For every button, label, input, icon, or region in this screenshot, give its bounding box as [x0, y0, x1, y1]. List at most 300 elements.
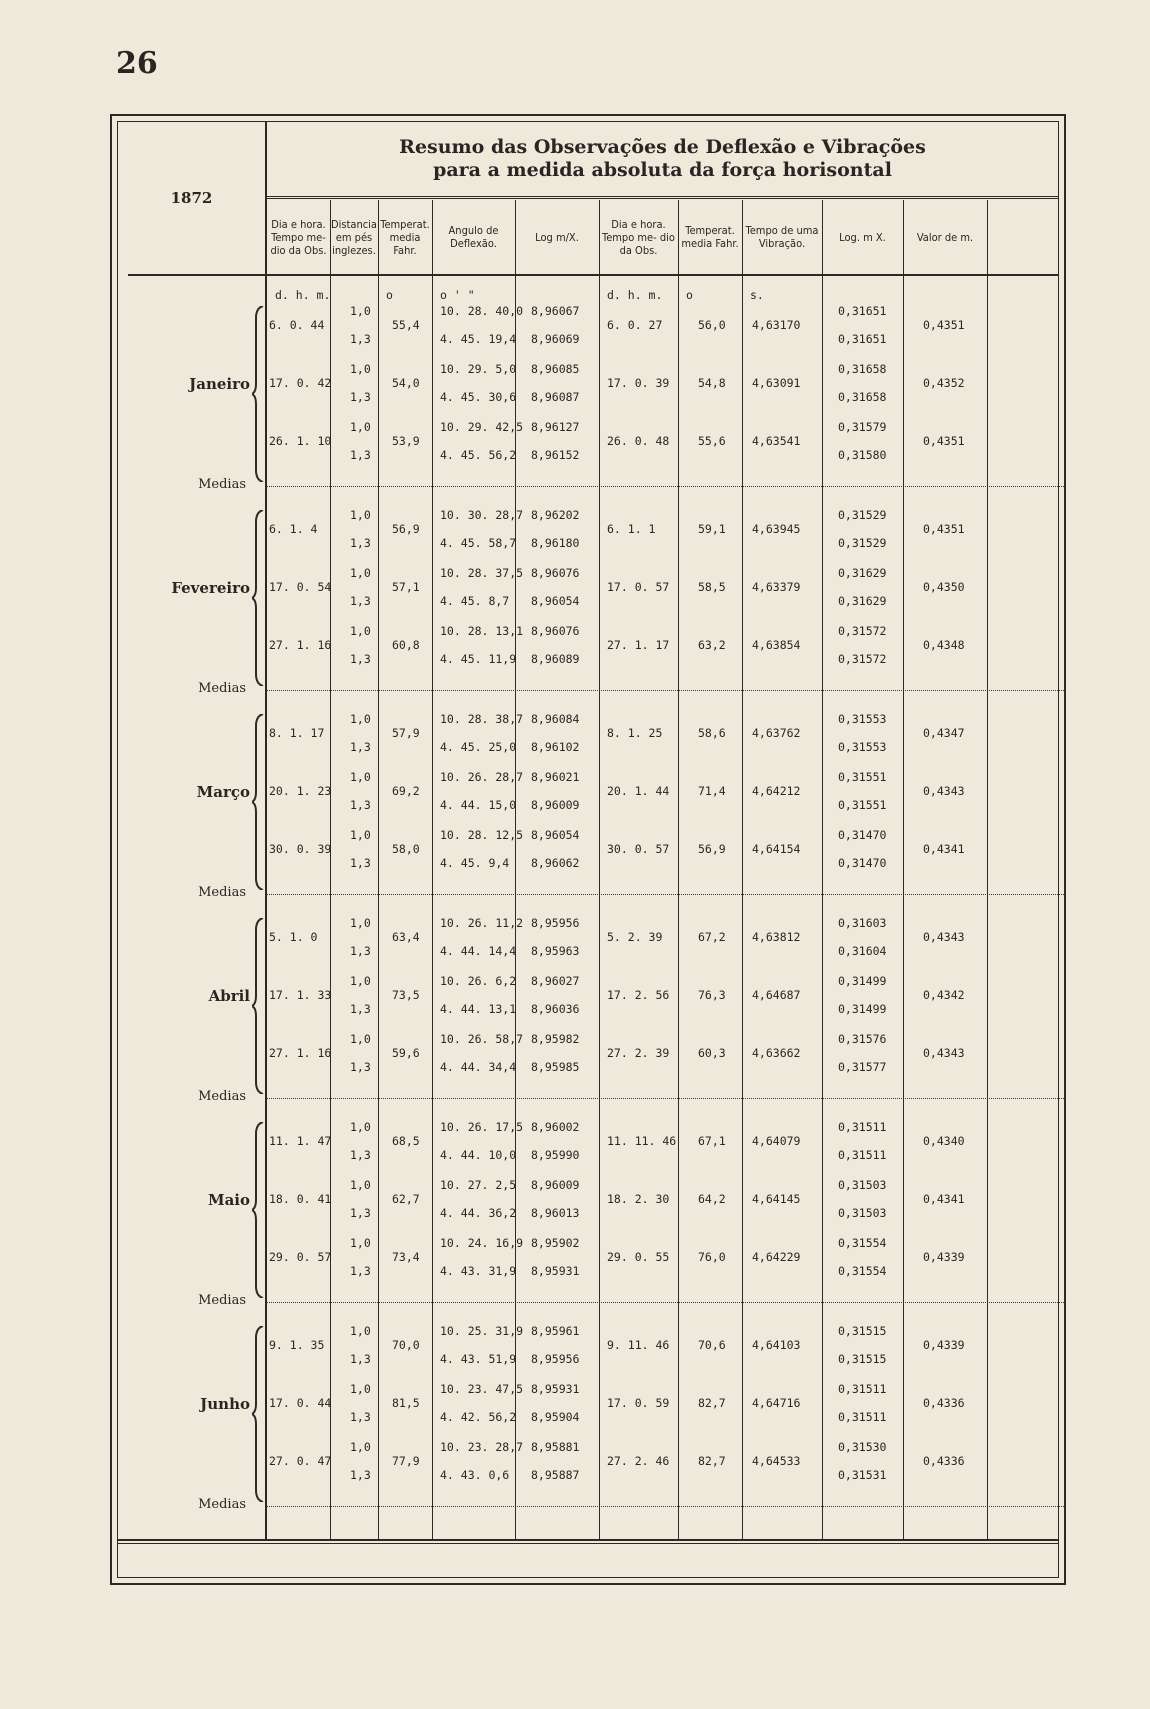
cell-dia2: 20. 1. 44 [607, 784, 670, 798]
cell-dia2: 8. 1. 25 [607, 726, 663, 740]
cell-logmx: 0,31503 [838, 1206, 887, 1220]
cell-tempo: 4,63854 [752, 638, 801, 652]
cell-dist: 1,0 [350, 974, 371, 988]
cell-temp: 77,9 [392, 1454, 420, 1468]
cell-dist: 1,3 [350, 1060, 371, 1074]
cell-dist: 1,3 [350, 1410, 371, 1424]
medias-label: Medias [198, 885, 246, 900]
cell-dia2: 29. 0. 55 [607, 1250, 670, 1264]
cell-ang: 4. 44. 14,4 [440, 944, 517, 958]
cell-log: 8,96202 [531, 508, 580, 522]
unit-label: d. h. m. [275, 288, 331, 302]
cell-ang: 10. 25. 31,9 [440, 1324, 524, 1338]
cell-temp: 59,6 [392, 1046, 420, 1060]
unit-label: o ' " [440, 288, 475, 302]
cell-logmx: 0,31572 [838, 624, 887, 638]
cell-tempo: 4,63091 [752, 376, 801, 390]
title-line-1: Resumo das Observações de Deflexão e Vibrações [399, 136, 926, 158]
cell-dist: 1,3 [350, 740, 371, 754]
cell-dia2: 27. 2. 39 [607, 1046, 670, 1060]
cell-ang: 10. 28. 38,7 [440, 712, 524, 726]
bottom-rule [118, 1539, 1058, 1541]
cell-temp: 56,9 [392, 522, 420, 536]
column-header: Dia e hora. Tempo me- dio da Obs. [602, 217, 675, 257]
cell-log: 8,96002 [531, 1120, 580, 1134]
brace [252, 918, 262, 1094]
cell-temp2: 67,1 [698, 1134, 726, 1148]
cell-tempo: 4,64716 [752, 1396, 801, 1410]
cell-log: 8,96062 [531, 856, 580, 870]
cell-ang: 10. 28. 40,0 [440, 304, 524, 318]
column-divider [378, 200, 379, 1539]
column-divider [330, 200, 331, 1539]
cell-dia: 17. 0. 44 [269, 1396, 332, 1410]
column-divider [678, 200, 679, 1539]
cell-tempo: 4,64212 [752, 784, 801, 798]
cell-valor: 0,4351 [923, 318, 965, 332]
cell-temp2: 82,7 [698, 1396, 726, 1410]
cell-ang: 4. 43. 31,9 [440, 1264, 517, 1278]
cell-dia2: 30. 0. 57 [607, 842, 670, 856]
column-header: Valor de m. [916, 230, 974, 244]
cell-ang: 10. 23. 47,5 [440, 1382, 524, 1396]
medias-dotted-line [267, 486, 1066, 487]
medias-label: Medias [198, 477, 246, 492]
cell-valor: 0,4351 [923, 434, 965, 448]
cell-temp2: 67,2 [698, 930, 726, 944]
cell-valor: 0,4341 [923, 1192, 965, 1206]
brace [252, 510, 262, 686]
month-label: Maio [207, 1191, 250, 1209]
cell-ang: 4. 45. 11,9 [440, 652, 517, 666]
cell-dist: 1,0 [350, 624, 371, 638]
cell-ang: 10. 27. 2,5 [440, 1178, 517, 1192]
bottom-rule-thin [118, 1543, 1058, 1544]
cell-log: 8,96054 [531, 594, 580, 608]
cell-ang: 10. 28. 37,5 [440, 566, 524, 580]
cell-log: 8,95904 [531, 1410, 580, 1424]
cell-temp2: 71,4 [698, 784, 726, 798]
cell-dia: 27. 0. 47 [269, 1454, 332, 1468]
cell-dist: 1,0 [350, 1032, 371, 1046]
brace [252, 1326, 262, 1502]
brace [252, 1122, 262, 1298]
cell-dia2: 6. 1. 1 [607, 522, 656, 536]
cell-log: 8,95881 [531, 1440, 580, 1454]
medias-label: Medias [198, 1089, 246, 1104]
cell-log: 8,95931 [531, 1264, 580, 1278]
cell-ang: 10. 26. 58,7 [440, 1032, 524, 1046]
cell-dia: 17. 0. 42 [269, 376, 332, 390]
cell-temp2: 76,3 [698, 988, 726, 1002]
cell-temp2: 60,3 [698, 1046, 726, 1060]
cell-dist: 1,3 [350, 944, 371, 958]
cell-dist: 1,0 [350, 1236, 371, 1250]
cell-ang: 10. 28. 12,5 [440, 828, 524, 842]
month-label: Março [196, 783, 250, 801]
cell-dia: 29. 0. 57 [269, 1250, 332, 1264]
cell-temp: 57,1 [392, 580, 420, 594]
cell-log: 8,96089 [531, 652, 580, 666]
cell-dia: 5. 1. 0 [269, 930, 318, 944]
cell-dist: 1,0 [350, 362, 371, 376]
cell-ang: 10. 28. 13,1 [440, 624, 524, 638]
month-label: Junho [200, 1395, 250, 1413]
cell-log: 8,96021 [531, 770, 580, 784]
cell-logmx: 0,31470 [838, 856, 887, 870]
cell-ang: 4. 45. 8,7 [440, 594, 510, 608]
cell-log: 8,96180 [531, 536, 580, 550]
cell-dia: 17. 1. 33 [269, 988, 332, 1002]
cell-ang: 4. 45. 19,4 [440, 332, 517, 346]
cell-dia2: 18. 2. 30 [607, 1192, 670, 1206]
cell-ang: 4. 45. 56,2 [440, 448, 517, 462]
cell-dist: 1,0 [350, 1120, 371, 1134]
cell-log: 8,96036 [531, 1002, 580, 1016]
cell-ang: 4. 45. 30,6 [440, 390, 517, 404]
cell-dia: 17. 0. 54 [269, 580, 332, 594]
cell-logmx: 0,31511 [838, 1148, 887, 1162]
cell-dia2: 11. 11. 46 [607, 1134, 677, 1148]
column-header: Dia e hora. Tempo me- dio da Obs. [270, 217, 327, 257]
cell-logmx: 0,31658 [838, 390, 887, 404]
cell-dia2: 17. 0. 57 [607, 580, 670, 594]
cell-temp2: 64,2 [698, 1192, 726, 1206]
cell-log: 8,96009 [531, 798, 580, 812]
cell-temp2: 63,2 [698, 638, 726, 652]
cell-valor: 0,4339 [923, 1338, 965, 1352]
cell-ang: 10. 26. 6,2 [440, 974, 517, 988]
cell-dist: 1,3 [350, 1468, 371, 1482]
cell-temp2: 55,6 [698, 434, 726, 448]
cell-dist: 1,0 [350, 1440, 371, 1454]
column-divider [987, 200, 988, 1539]
cell-temp: 73,4 [392, 1250, 420, 1264]
cell-tempo: 4,64154 [752, 842, 801, 856]
cell-tempo: 4,63379 [752, 580, 801, 594]
unit-label: s. [750, 288, 764, 302]
cell-temp: 62,7 [392, 1192, 420, 1206]
cell-log: 8,95982 [531, 1032, 580, 1046]
cell-dist: 1,3 [350, 448, 371, 462]
table-inner [117, 121, 1059, 1578]
cell-logmx: 0,31577 [838, 1060, 887, 1074]
page-number: 26 [116, 46, 158, 81]
cell-dia: 8. 1. 17 [269, 726, 325, 740]
medias-dotted-line [267, 690, 1066, 691]
cell-ang: 10. 26. 17,5 [440, 1120, 524, 1134]
column-header: Tempo de uma Vibração. [745, 224, 819, 250]
cell-log: 8,96067 [531, 304, 580, 318]
cell-log: 8,95931 [531, 1382, 580, 1396]
cell-logmx: 0,31515 [838, 1324, 887, 1338]
cell-temp2: 56,0 [698, 318, 726, 332]
cell-dia: 27. 1. 16 [269, 1046, 332, 1060]
cell-logmx: 0,31579 [838, 420, 887, 434]
cell-valor: 0,4343 [923, 784, 965, 798]
cell-dia: 18. 0. 41 [269, 1192, 332, 1206]
cell-dist: 1,0 [350, 420, 371, 434]
cell-dist: 1,3 [350, 1148, 371, 1162]
cell-valor: 0,4343 [923, 930, 965, 944]
medias-dotted-line [267, 1506, 1066, 1507]
cell-logmx: 0,31503 [838, 1178, 887, 1192]
cell-temp2: 54,8 [698, 376, 726, 390]
column-divider [903, 200, 904, 1539]
cell-temp: 53,9 [392, 434, 420, 448]
cell-ang: 4. 45. 9,4 [440, 856, 510, 870]
cell-valor: 0,4336 [923, 1396, 965, 1410]
cell-log: 8,95956 [531, 916, 580, 930]
title-line-2: para a medida absoluta da força horisontal [433, 159, 892, 181]
cell-log: 8,96069 [531, 332, 580, 346]
cell-temp: 73,5 [392, 988, 420, 1002]
cell-ang: 4. 45. 58,7 [440, 536, 517, 550]
cell-ang: 10. 29. 5,0 [440, 362, 517, 376]
cell-dist: 1,3 [350, 1264, 371, 1278]
cell-tempo: 4,64229 [752, 1250, 801, 1264]
cell-dist: 1,3 [350, 390, 371, 404]
cell-log: 8,96054 [531, 828, 580, 842]
cell-ang: 4. 44. 34,4 [440, 1060, 517, 1074]
column-header: Distancia em pés inglezes. [331, 217, 377, 257]
cell-valor: 0,4348 [923, 638, 965, 652]
cell-logmx: 0,31658 [838, 362, 887, 376]
cell-logmx: 0,31576 [838, 1032, 887, 1046]
cell-temp: 58,0 [392, 842, 420, 856]
column-header: Log m/X. [535, 230, 579, 244]
cell-temp2: 82,7 [698, 1454, 726, 1468]
unit-label: d. h. m. [607, 288, 663, 302]
cell-temp: 81,5 [392, 1396, 420, 1410]
medias-dotted-line [267, 1098, 1066, 1099]
cell-dist: 1,3 [350, 332, 371, 346]
cell-logmx: 0,31651 [838, 332, 887, 346]
cell-ang: 4. 44. 36,2 [440, 1206, 517, 1220]
column-divider [599, 200, 600, 1539]
cell-temp: 54,0 [392, 376, 420, 390]
cell-temp2: 76,0 [698, 1250, 726, 1264]
cell-log: 8,95963 [531, 944, 580, 958]
cell-temp2: 59,1 [698, 522, 726, 536]
cell-temp: 68,5 [392, 1134, 420, 1148]
cell-valor: 0,4341 [923, 842, 965, 856]
cell-ang: 4. 42. 56,2 [440, 1410, 517, 1424]
cell-logmx: 0,31580 [838, 448, 887, 462]
cell-temp: 60,8 [392, 638, 420, 652]
cell-tempo: 4,64079 [752, 1134, 801, 1148]
cell-log: 8,96013 [531, 1206, 580, 1220]
cell-log: 8,96102 [531, 740, 580, 754]
cell-dist: 1,3 [350, 856, 371, 870]
cell-log: 8,95956 [531, 1352, 580, 1366]
cell-dia: 6. 0. 44 [269, 318, 325, 332]
column-header: Temperat. media Fahr. [380, 217, 430, 257]
medias-label: Medias [198, 1497, 246, 1512]
cell-dist: 1,3 [350, 652, 371, 666]
cell-ang: 4. 44. 10,0 [440, 1148, 517, 1162]
cell-dist: 1,3 [350, 536, 371, 550]
cell-temp: 55,4 [392, 318, 420, 332]
cell-ang: 10. 29. 42,5 [440, 420, 524, 434]
cell-logmx: 0,31551 [838, 798, 887, 812]
month-label: Abril [208, 987, 250, 1005]
cell-valor: 0,4350 [923, 580, 965, 594]
unit-label: o [686, 288, 693, 302]
cell-logmx: 0,31629 [838, 594, 887, 608]
cell-log: 8,95961 [531, 1324, 580, 1338]
table-frame [110, 114, 1066, 1585]
cell-dist: 1,3 [350, 798, 371, 812]
medias-label: Medias [198, 1293, 246, 1308]
column-divider-left [265, 122, 267, 1539]
cell-temp: 57,9 [392, 726, 420, 740]
medias-label: Medias [198, 681, 246, 696]
month-label: Fevereiro [171, 579, 250, 597]
cell-dia2: 27. 2. 46 [607, 1454, 670, 1468]
cell-log: 8,96076 [531, 624, 580, 638]
cell-logmx: 0,31572 [838, 652, 887, 666]
cell-valor: 0,4339 [923, 1250, 965, 1264]
brace [252, 306, 262, 482]
cell-ang: 10. 24. 16,9 [440, 1236, 524, 1250]
cell-dist: 1,0 [350, 712, 371, 726]
title-rule [267, 198, 1058, 199]
cell-log: 8,95990 [531, 1148, 580, 1162]
cell-logmx: 0,31651 [838, 304, 887, 318]
cell-dist: 1,3 [350, 1002, 371, 1016]
cell-dist: 1,0 [350, 1178, 371, 1192]
cell-dist: 1,0 [350, 770, 371, 784]
cell-log: 8,96076 [531, 566, 580, 580]
cell-dia2: 6. 0. 27 [607, 318, 663, 332]
cell-dist: 1,0 [350, 828, 371, 842]
cell-logmx: 0,31551 [838, 770, 887, 784]
month-label: Janeiro [189, 375, 250, 393]
cell-logmx: 0,31554 [838, 1236, 887, 1250]
cell-dist: 1,0 [350, 1324, 371, 1338]
cell-dia2: 17. 0. 39 [607, 376, 670, 390]
cell-tempo: 4,63662 [752, 1046, 801, 1060]
header-rule [128, 274, 1058, 276]
cell-valor: 0,4343 [923, 1046, 965, 1060]
cell-valor: 0,4340 [923, 1134, 965, 1148]
cell-logmx: 0,31531 [838, 1468, 887, 1482]
cell-temp: 70,0 [392, 1338, 420, 1352]
cell-logmx: 0,31553 [838, 712, 887, 726]
cell-dia: 20. 1. 23 [269, 784, 332, 798]
cell-log: 8,96152 [531, 448, 580, 462]
cell-dist: 1,3 [350, 1206, 371, 1220]
table-title [267, 122, 1058, 197]
unit-label: o [386, 288, 393, 302]
column-header: Angulo de Deflexão. [448, 224, 499, 250]
cell-dist: 1,3 [350, 1352, 371, 1366]
cell-temp: 63,4 [392, 930, 420, 944]
cell-logmx: 0,31604 [838, 944, 887, 958]
cell-tempo: 4,63812 [752, 930, 801, 944]
cell-dia: 11. 1. 47 [269, 1134, 332, 1148]
year-cell: 1872 [118, 122, 267, 274]
cell-ang: 4. 44. 15,0 [440, 798, 517, 812]
cell-dia2: 9. 11. 46 [607, 1338, 670, 1352]
cell-logmx: 0,31511 [838, 1382, 887, 1396]
cell-log: 8,95887 [531, 1468, 580, 1482]
cell-tempo: 4,63762 [752, 726, 801, 740]
cell-dia2: 26. 0. 48 [607, 434, 670, 448]
cell-dia2: 27. 1. 17 [607, 638, 670, 652]
cell-logmx: 0,31529 [838, 536, 887, 550]
cell-valor: 0,4347 [923, 726, 965, 740]
cell-logmx: 0,31553 [838, 740, 887, 754]
cell-logmx: 0,31603 [838, 916, 887, 930]
cell-dia2: 17. 2. 56 [607, 988, 670, 1002]
cell-ang: 10. 23. 28,7 [440, 1440, 524, 1454]
cell-dist: 1,0 [350, 916, 371, 930]
cell-logmx: 0,31529 [838, 508, 887, 522]
cell-temp2: 58,6 [698, 726, 726, 740]
brace [252, 714, 262, 890]
cell-valor: 0,4336 [923, 1454, 965, 1468]
cell-log: 8,96127 [531, 420, 580, 434]
cell-ang: 4. 43. 0,6 [440, 1468, 510, 1482]
cell-dist: 1,0 [350, 566, 371, 580]
cell-dia: 6. 1. 4 [269, 522, 318, 536]
medias-dotted-line [267, 1302, 1066, 1303]
cell-log: 8,96084 [531, 712, 580, 726]
cell-temp: 69,2 [392, 784, 420, 798]
cell-tempo: 4,64103 [752, 1338, 801, 1352]
cell-logmx: 0,31629 [838, 566, 887, 580]
cell-ang: 4. 43. 51,9 [440, 1352, 517, 1366]
cell-dist: 1,0 [350, 304, 371, 318]
column-header: Temperat. media Fahr. [681, 224, 739, 250]
column-header: Log. m X. [839, 230, 886, 244]
cell-ang: 10. 26. 28,7 [440, 770, 524, 784]
cell-ang: 4. 44. 13,1 [440, 1002, 517, 1016]
cell-logmx: 0,31499 [838, 1002, 887, 1016]
cell-dist: 1,0 [350, 508, 371, 522]
cell-tempo: 4,63945 [752, 522, 801, 536]
cell-valor: 0,4342 [923, 988, 965, 1002]
cell-tempo: 4,64533 [752, 1454, 801, 1468]
cell-valor: 0,4352 [923, 376, 965, 390]
cell-dia: 26. 1. 10 [269, 434, 332, 448]
cell-ang: 4. 45. 25,0 [440, 740, 517, 754]
cell-ang: 10. 26. 11,2 [440, 916, 524, 930]
cell-tempo: 4,64687 [752, 988, 801, 1002]
cell-temp2: 56,9 [698, 842, 726, 856]
column-divider [742, 200, 743, 1539]
cell-logmx: 0,31470 [838, 828, 887, 842]
cell-dia2: 17. 0. 59 [607, 1396, 670, 1410]
medias-dotted-line [267, 894, 1066, 895]
cell-dist: 1,0 [350, 1382, 371, 1396]
cell-log: 8,95902 [531, 1236, 580, 1250]
cell-tempo: 4,63170 [752, 318, 801, 332]
cell-logmx: 0,31554 [838, 1264, 887, 1278]
cell-dist: 1,3 [350, 594, 371, 608]
cell-dia: 30. 0. 39 [269, 842, 332, 856]
cell-dia2: 5. 2. 39 [607, 930, 663, 944]
cell-log: 8,96085 [531, 362, 580, 376]
cell-logmx: 0,31499 [838, 974, 887, 988]
cell-log: 8,95985 [531, 1060, 580, 1074]
cell-ang: 10. 30. 28,7 [440, 508, 524, 522]
column-divider [432, 200, 433, 1539]
cell-dia: 27. 1. 16 [269, 638, 332, 652]
cell-dia: 9. 1. 35 [269, 1338, 325, 1352]
